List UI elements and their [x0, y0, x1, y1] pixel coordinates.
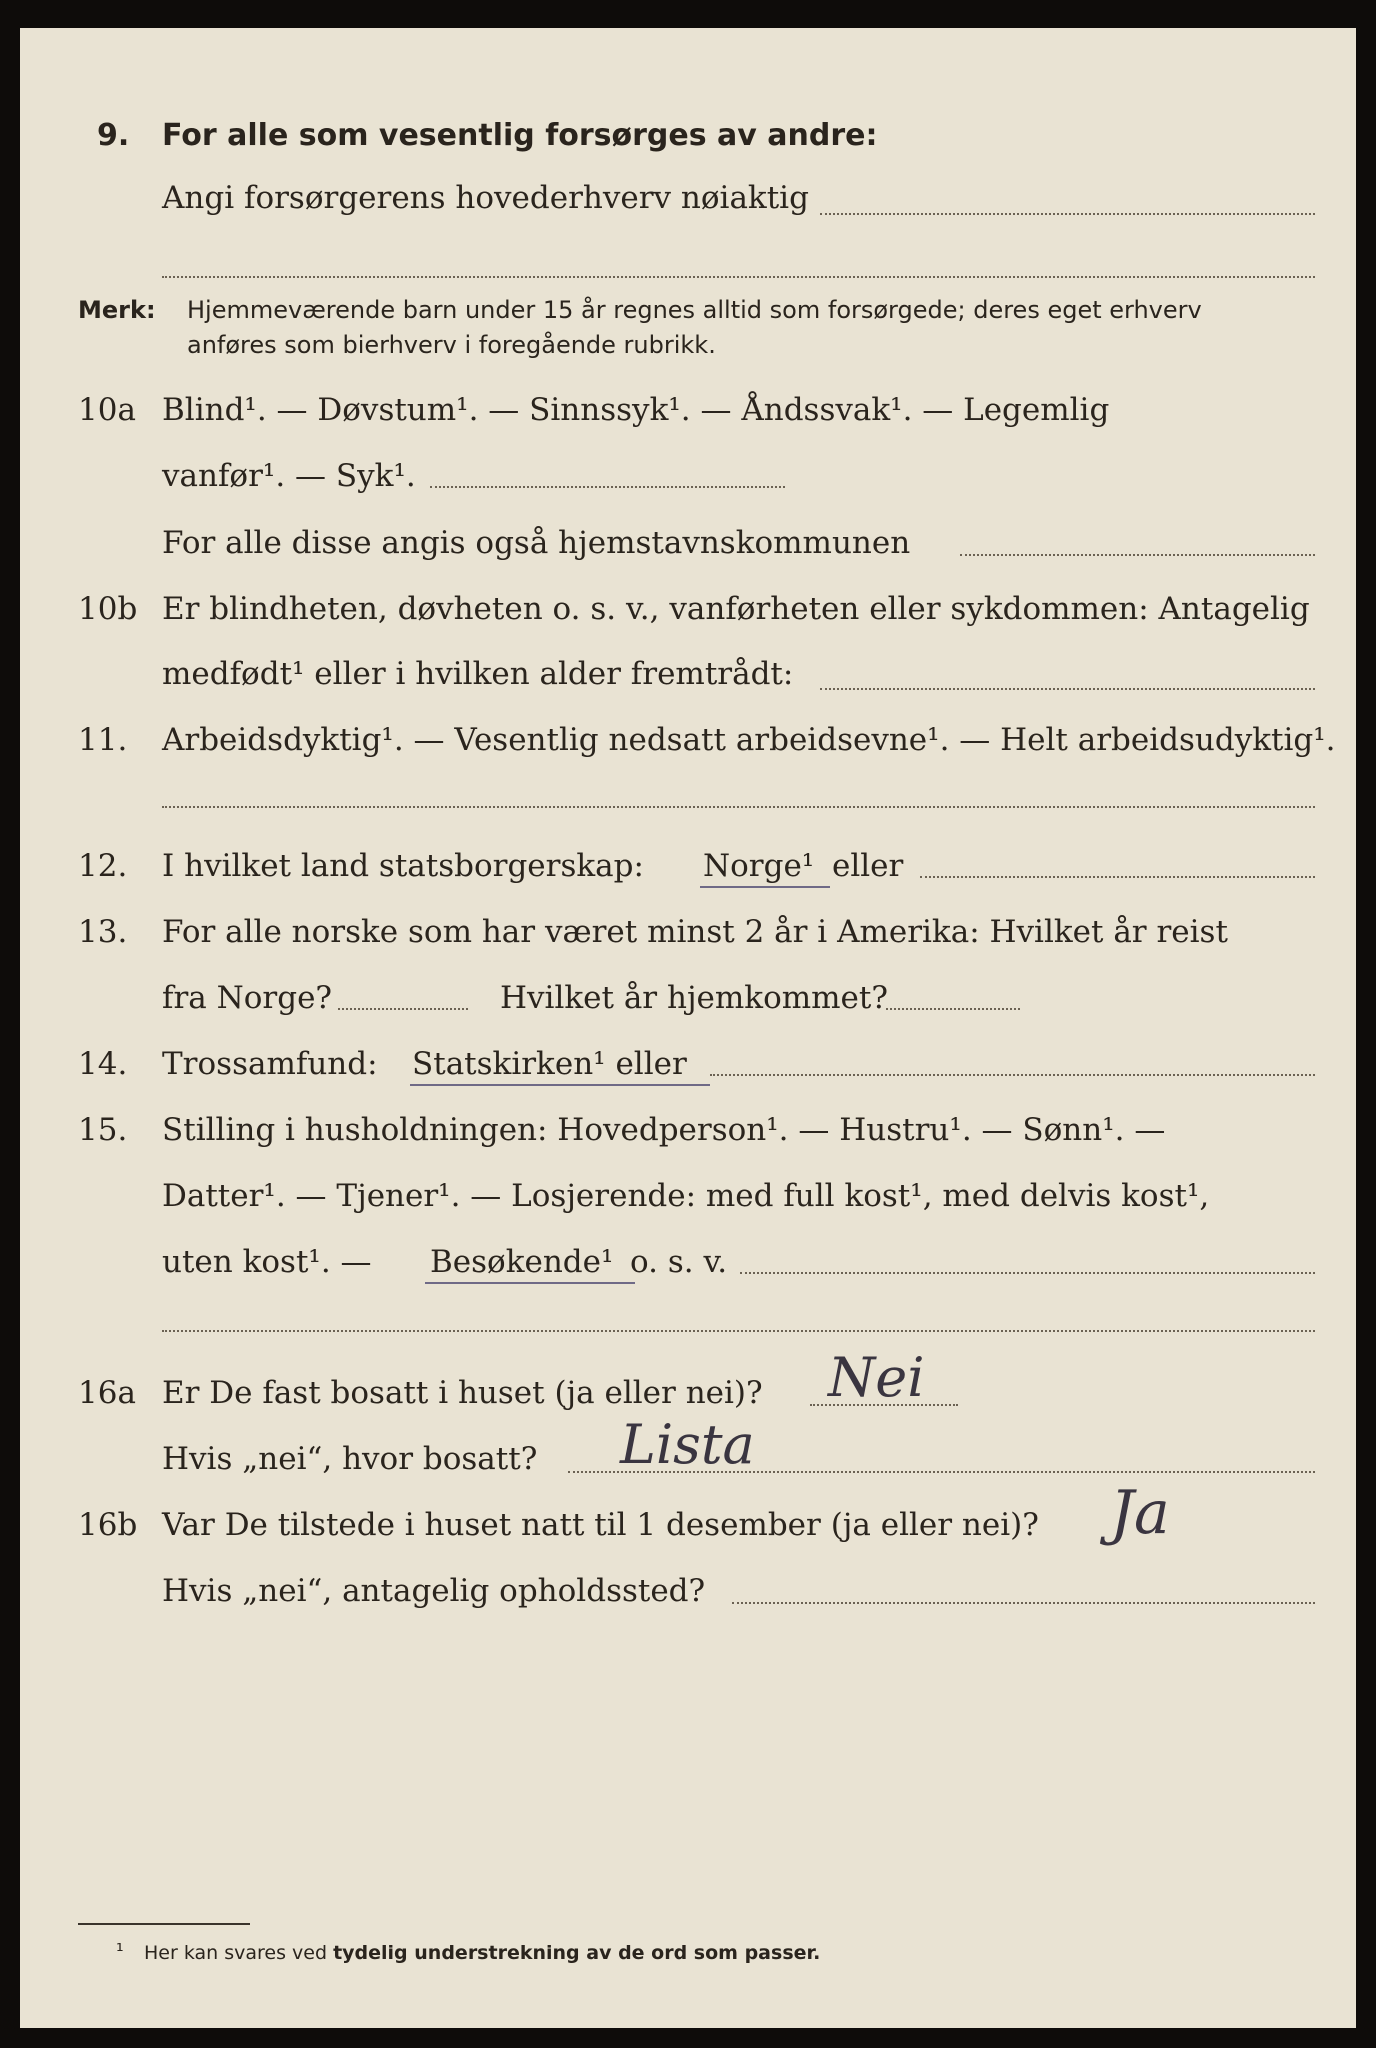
q10a-line-1: Blind¹. — Døvstum¹. — Sinnssyk¹. — Åndssvak¹. — Legemlig	[162, 392, 1110, 428]
q16a-number: 16a	[78, 1375, 136, 1411]
footnote-rule	[78, 1923, 250, 1925]
q14-religion-field[interactable]	[710, 1074, 1315, 1076]
q16a-residence-handwritten: Lista	[620, 1413, 755, 1476]
footnote-mark: ¹	[116, 1940, 124, 1962]
q15-line-1: Stilling i husholdningen: Hovedperson¹. — Hustru¹. — Sønn¹. —	[162, 1112, 1166, 1148]
q11-number: 11.	[78, 722, 128, 758]
q14-selected-statskirken: Statskirken¹ eller	[412, 1046, 687, 1082]
q16a-answer-handwritten: Nei	[828, 1346, 925, 1409]
q16b-number: 16b	[78, 1507, 138, 1543]
q15-underline-mark	[425, 1282, 635, 1284]
q12-suffix: eller	[832, 848, 904, 884]
q12-selected-norge: Norge¹	[703, 848, 815, 884]
q15-line-3c: o. s. v.	[630, 1244, 728, 1280]
q15-extra-field[interactable]	[162, 1330, 1315, 1332]
q9-occupation-field-2[interactable]	[162, 276, 1315, 278]
q15-line-2: Datter¹. — Tjener¹. — Losjerende: med full kost¹, med delvis kost¹,	[162, 1178, 1210, 1214]
q10b-line-1: Er blindheten, døvheten o. s. v., vanførheten eller sykdommen: Antagelig	[162, 591, 1310, 627]
q10a-line-2: vanfør¹. — Syk¹.	[162, 458, 416, 494]
q13-line-1: For alle norske som har været minst 2 år i Amerika: Hvilket år reist	[162, 914, 1228, 950]
q10b-line-2: medfødt¹ eller i hvilken alder fremtrådt:	[162, 656, 794, 692]
q11-extra-field[interactable]	[162, 806, 1315, 808]
q14-number: 14.	[78, 1046, 128, 1082]
q12-prefix: I hvilket land statsborgerskap:	[162, 848, 644, 884]
footnote-text-plain: Her kan svares ved	[144, 1942, 328, 1964]
q15-selected-besokende: Besøkende¹	[430, 1244, 614, 1280]
note-line-2: anføres som bierhverv i foregående rubrikk.	[187, 331, 716, 359]
q15-line-3a: uten kost¹. —	[162, 1244, 372, 1280]
q9-number: 9.	[97, 118, 130, 153]
q14-label: Trossamfund:	[162, 1046, 378, 1082]
q10b-number: 10b	[78, 591, 138, 627]
q16b-line-1: Var De tilstede i huset natt til 1 desember (ja eller nei)?	[162, 1507, 1039, 1543]
q16a-line-2: Hvis „nei“, hvor bosatt?	[162, 1441, 538, 1477]
q15-number: 15.	[78, 1112, 128, 1148]
q12-country-field[interactable]	[920, 876, 1315, 878]
q9-occupation-field[interactable]	[820, 213, 1315, 215]
q16a-line-1: Er De fast bosatt i huset (ja eller nei)?	[162, 1375, 763, 1411]
q13-return-label: Hvilket år hjemkommet?	[500, 980, 888, 1016]
q10a-home-municipality-field[interactable]	[960, 554, 1315, 556]
q9-occupation-label: Angi forsørgerens hovederhverv nøiaktig	[162, 180, 809, 216]
note-line-1: Hjemmeværende barn under 15 år regnes alltid som forsørgede; deres eget erhverv	[187, 296, 1202, 324]
q12-underline-mark	[700, 886, 830, 888]
q11-line-1: Arbeidsdyktig¹. — Vesentlig nedsatt arbeidsevne¹. — Helt arbeidsudyktig¹.	[162, 722, 1336, 758]
q10a-sick-field[interactable]	[430, 486, 785, 488]
q10a-line-3: For alle disse angis også hjemstavnskommunen	[162, 525, 911, 561]
q16b-location-field[interactable]	[732, 1602, 1315, 1604]
q13-departure-year-field[interactable]	[338, 1008, 468, 1010]
q12-number: 12.	[78, 848, 128, 884]
footnote-text	[144, 1942, 820, 1964]
q13-number: 13.	[78, 914, 128, 950]
q9-title: For alle som vesentlig forsørges av andre:	[162, 118, 878, 153]
census-form-page	[20, 28, 1356, 2028]
note-label: Merk:	[78, 296, 156, 324]
q10b-age-field[interactable]	[820, 688, 1315, 690]
q16b-answer-handwritten: Ja	[1110, 1478, 1170, 1548]
q15-household-field[interactable]	[740, 1272, 1315, 1274]
q16b-line-2: Hvis „nei“, antagelig opholdssted?	[162, 1573, 706, 1609]
footnote-text-bold: tydelig understrekning av de ord som passer.	[333, 1942, 821, 1964]
q13-return-year-field[interactable]	[886, 1008, 1020, 1010]
q14-underline-mark	[410, 1084, 710, 1086]
q13-departure-label: fra Norge?	[162, 980, 333, 1016]
q10a-number: 10a	[78, 392, 136, 428]
